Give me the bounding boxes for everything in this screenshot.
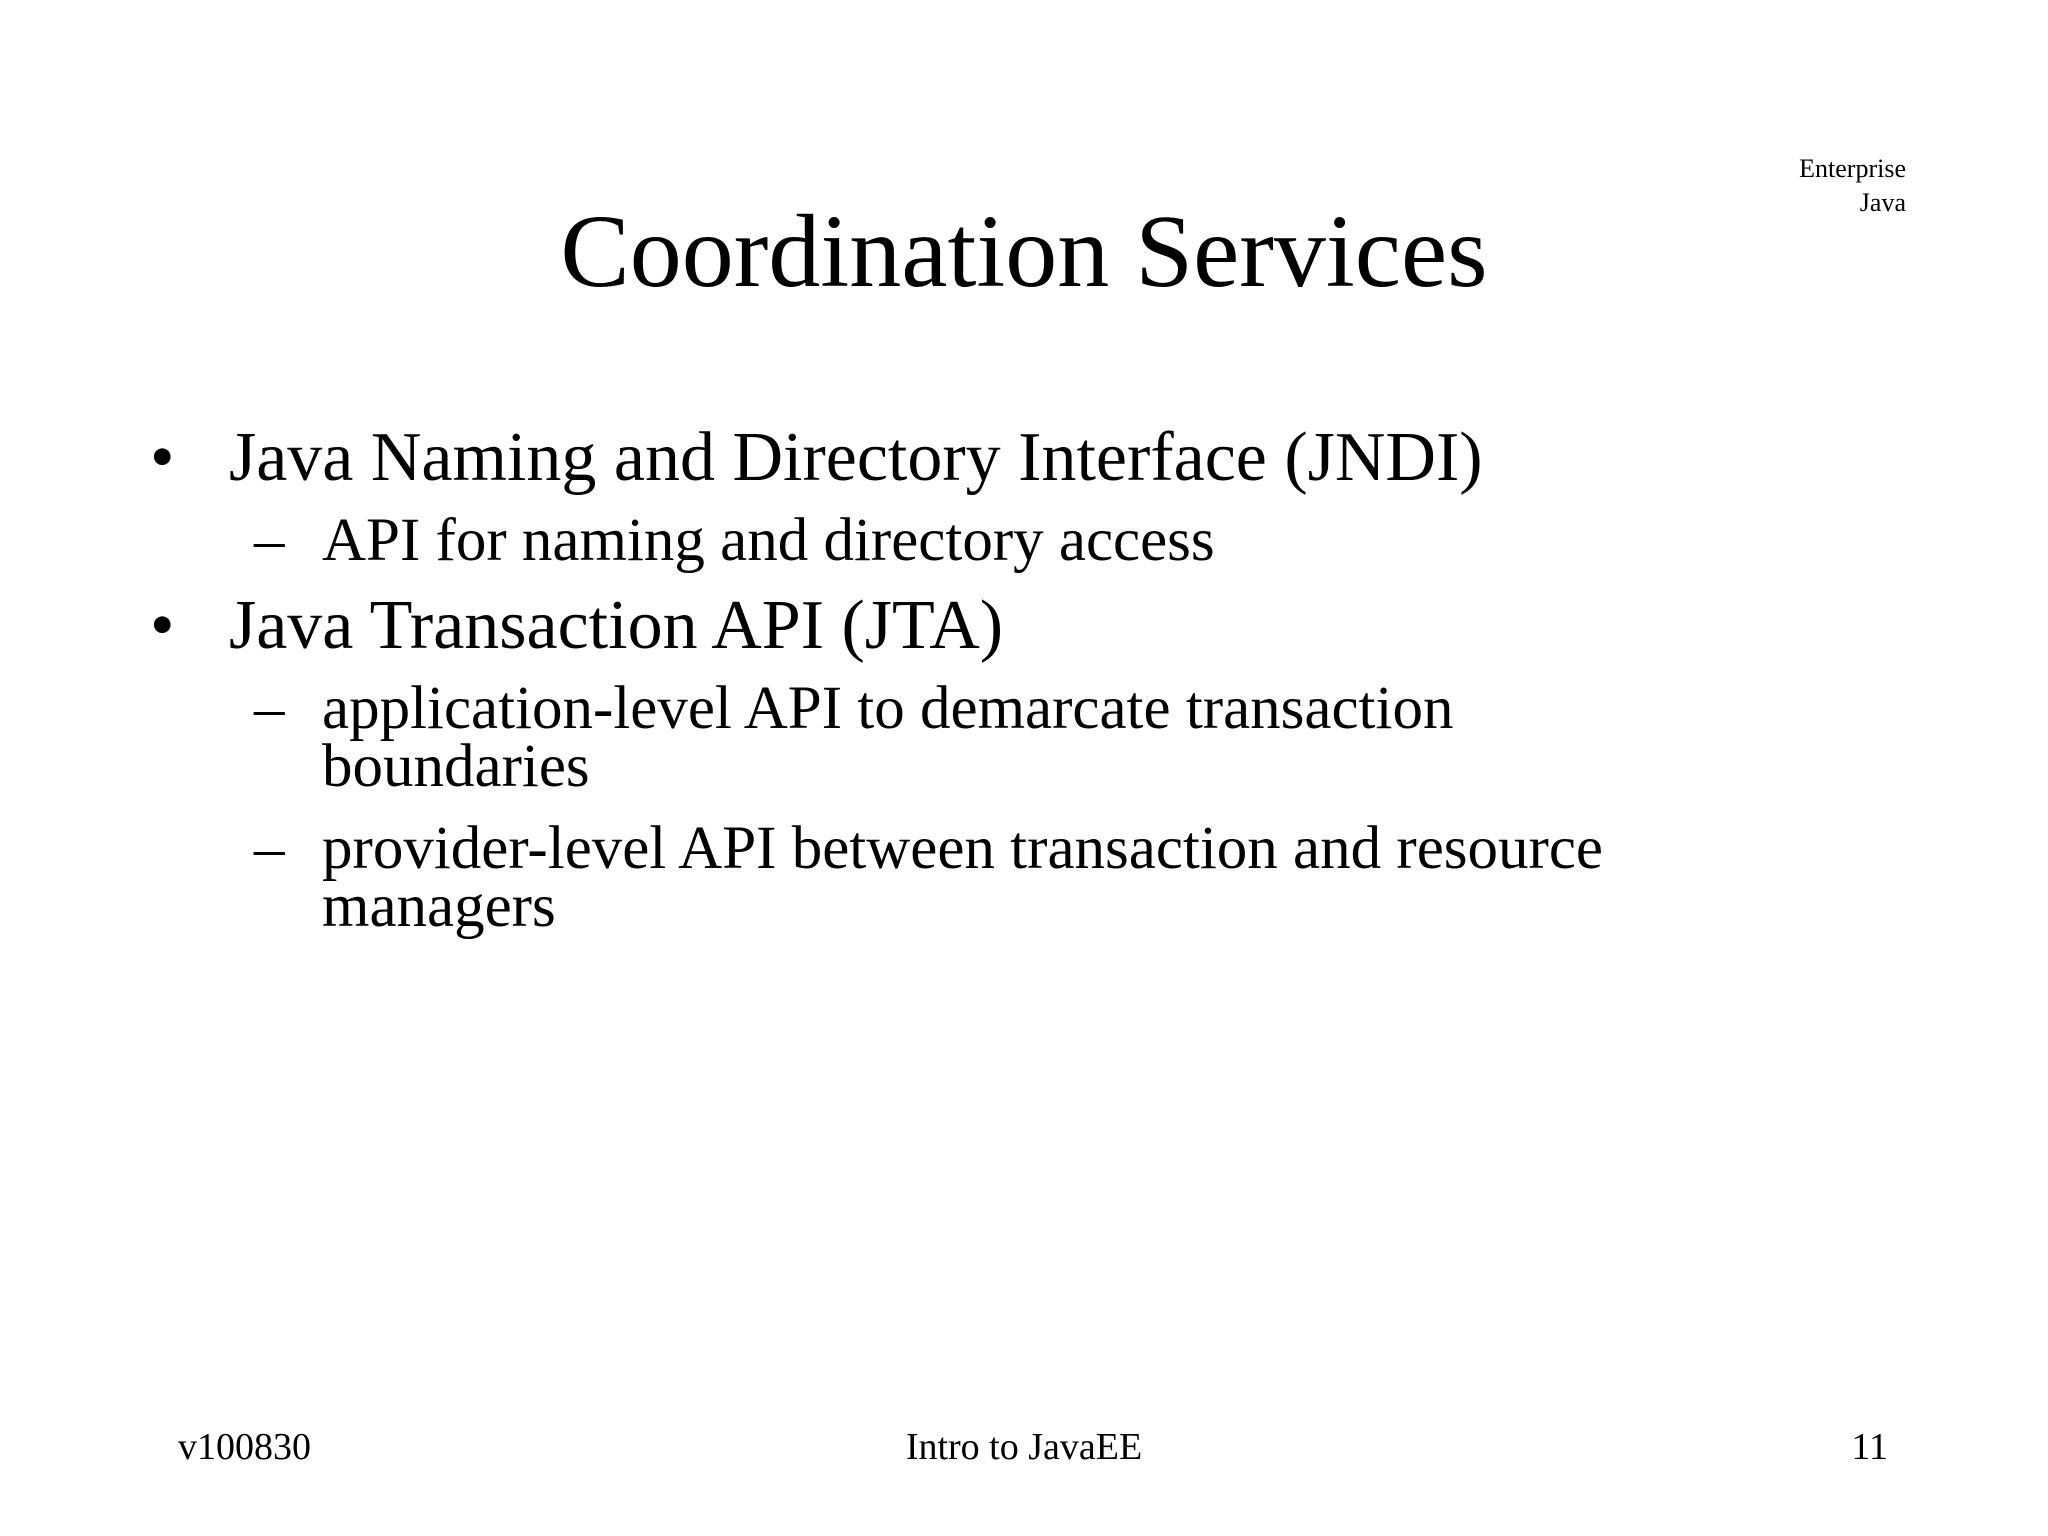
sub-item-line: boundaries bbox=[322, 733, 590, 800]
sub-item-line: managers bbox=[322, 873, 556, 940]
dash-icon: – bbox=[254, 815, 285, 882]
corner-label-line1: Enterprise bbox=[1799, 154, 1906, 183]
footer-version: v100830 bbox=[178, 1426, 311, 1468]
slide-title: Coordination Services bbox=[560, 194, 1488, 309]
footer-course: Intro to JavaEE bbox=[905, 1426, 1143, 1468]
bullet-dot-icon: • bbox=[150, 419, 175, 496]
sub-item-line: provider-level API between transaction and resource bbox=[322, 815, 1603, 882]
bullet-dot-icon: • bbox=[150, 587, 175, 664]
corner-label-line2: Java bbox=[1859, 188, 1906, 217]
sub-item-text bbox=[322, 675, 1454, 800]
bullet-text: Java Naming and Directory Interface (JNDI) bbox=[229, 419, 1483, 496]
dash-icon: – bbox=[254, 507, 285, 574]
sub-item-line: application-level API to demarcate transaction bbox=[322, 675, 1454, 742]
sub-item-text: API for naming and directory access bbox=[322, 507, 1215, 574]
sub-item-text bbox=[322, 815, 1603, 940]
footer-page-number: 11 bbox=[1851, 1426, 1888, 1468]
bullet-text: Java Transaction API (JTA) bbox=[229, 587, 1004, 664]
dash-icon: – bbox=[254, 675, 285, 742]
